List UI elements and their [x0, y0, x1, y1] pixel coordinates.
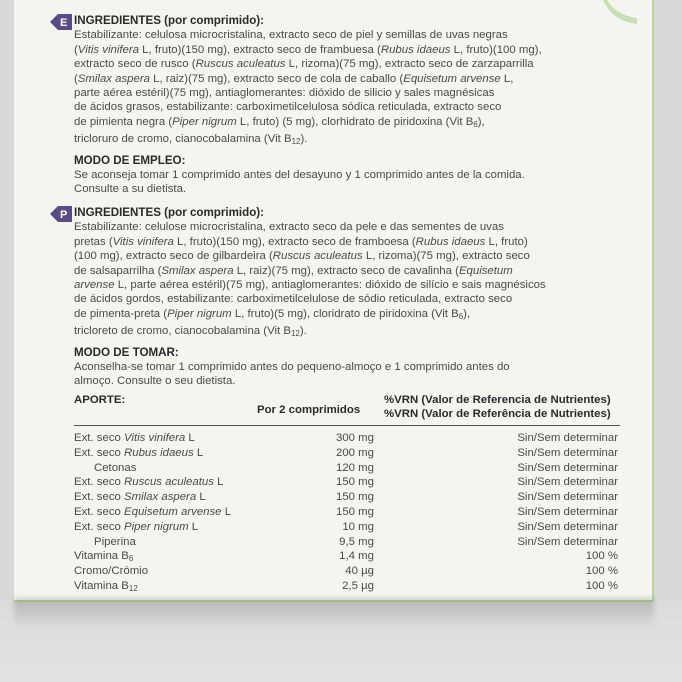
nutrition-rows: [74, 431, 620, 594]
pt-ingredients-text: [74, 220, 634, 341]
text-line: de ácidos gordos, estabilizante: carboximetilcelulose de sódio reticulada, extracto seco: [74, 293, 513, 306]
nutrient-quantity: 150 mg: [336, 505, 374, 518]
text-line: (Smilax aspera L, raiz)(75 mg), extracto seco de cola de caballo (Equisetum arvense L,: [74, 72, 514, 85]
text-line: (Vitis vinifera L, fruto)(150 mg), extracto seco de frambuesa (Rubus idaeus L, fruto)(100 mg),: [74, 43, 542, 56]
header-vrn-pt: %VRN (Valor de Referência de Nutrientes): [384, 408, 611, 421]
latin-name: Smilax aspera: [77, 72, 150, 85]
nutrient-vrn: Sin/Sem determinar: [517, 446, 618, 459]
latin-name: Vitis vinifera: [124, 432, 186, 444]
latin-name: Piper nigrum: [124, 520, 189, 533]
nutrition-row: [74, 461, 620, 476]
latin-name: Smilax aspera: [161, 264, 234, 277]
nutrient-quantity: 120 mg: [336, 461, 374, 474]
nutrition-row: [74, 505, 620, 520]
nutrient-quantity: 150 mg: [336, 476, 374, 489]
subscript: 12: [128, 583, 138, 593]
es-ingredients-title: INGREDIENTES (por comprimido):: [74, 14, 265, 27]
section-es: [74, 14, 634, 197]
nutrition-row: [74, 446, 620, 461]
nutrition-row: [74, 490, 620, 505]
subscript: 6: [128, 554, 134, 564]
nutrition-row: [74, 431, 620, 446]
nutrient-vrn: Sin/Sem determinar: [517, 476, 618, 489]
latin-name: Smilax aspera: [124, 491, 197, 504]
nutrient-quantity: 300 mg: [336, 432, 374, 444]
subscript: 12: [291, 137, 301, 147]
nutrient-name: Cromo/Crómio: [74, 565, 149, 578]
badge-letter: P: [60, 209, 68, 221]
pt-usage-text: [74, 360, 634, 389]
text-line: de salsaparrilha (Smilax aspera L, raiz)(75 mg), extracto seco de cavalinha (Equisetum: [74, 264, 513, 277]
nutrient-name: Cetonas: [94, 461, 137, 474]
nutrient-name: Ext. seco Piper nigrum L: [74, 520, 199, 533]
nutrient-name: Ext. seco Ruscus aculeatus L: [74, 476, 224, 489]
header-vrn-es: %VRN (Valor de Referencia de Nutrientes): [384, 394, 611, 406]
nutrient-quantity: 150 mg: [336, 491, 374, 504]
nutrient-vrn: Sin/Sem determinar: [517, 491, 618, 504]
nutrition-row: [74, 579, 620, 594]
nutrient-vrn: Sin/Sem determinar: [517, 535, 618, 548]
text-line: Estabilizante: celulosa microcristalina, extracto seco de piel y semillas de uvas negras: [74, 29, 508, 42]
text-line: tricloruro de cromo, cianocobalamina (Vit $B_{12}$).: [74, 133, 308, 147]
es-usage-text: [74, 168, 634, 197]
latin-name: Rubus idaeus: [415, 235, 486, 248]
nutrient-name: Ext. seco Smilax aspera L: [74, 491, 206, 504]
nutrient-name: Vitamina $B_{12}$: [74, 579, 138, 593]
text-line: pretas (Vitis vinifera L, fruto)(150 mg), extracto seco de framboesa (Rubus idaeus L, fruto): [74, 235, 528, 248]
latin-name: Ruscus aculeatus: [272, 250, 363, 263]
nutrient-vrn: Sin/Sem determinar: [517, 432, 618, 444]
nutrition-header: [74, 393, 620, 425]
text-line: arvense L, parte aérea estéril)(75 mg), antiaglomerantes: dióxido de silício e sais magnésicos: [74, 279, 546, 292]
nutrient-quantity: 10 mg: [342, 520, 374, 533]
nutrition-row: [74, 549, 620, 564]
header-aporte: APORTE:: [74, 394, 126, 406]
latin-name: Piper nigrum: [167, 307, 232, 320]
nutrient-vrn: 100 %: [585, 579, 618, 592]
text-line: Aconselha-se tomar 1 comprimido antes do pequeno-almoço e 1 comprimido antes do: [74, 361, 510, 374]
latin-name: Equisetum: [458, 264, 513, 277]
latin-name: Rubus idaeus: [380, 43, 451, 56]
text-line: almoço. Consulte o seu dietista.: [74, 375, 236, 388]
text-line: parte aérea estéril)(75 mg), antiaglomerantes: dióxido de silicio y sales magnésicas: [74, 87, 495, 100]
nutrient-quantity: 1,4 mg: [339, 550, 374, 563]
text-line: extracto seco de rusco (Ruscus aculeatus L, rizoma)(75 mg), extracto seco de zarzaparrilla: [74, 58, 534, 71]
panel-shadow: [14, 598, 654, 628]
text-line: Consulte a su dietista.: [74, 183, 187, 196]
es-usage-title: MODO DE EMPLEO:: [74, 153, 186, 167]
nutrient-quantity: 2,5 µg: [342, 579, 374, 592]
text-line: de pimienta negra (Piper nigrum L, fruto) (5 mg), clorhidrato de piridoxina (Vit $B_6$),: [74, 115, 485, 129]
header-per-2: Por 2 comprimidos: [257, 404, 361, 416]
text-line: tricloreto de cromo, cianocobalamina (Vit $B_{12}$).: [74, 325, 307, 339]
latin-name: arvense: [74, 279, 115, 292]
nutrient-vrn: Sin/Sem determinar: [517, 505, 618, 518]
pt-usage-title: MODO DE TOMAR:: [74, 345, 179, 359]
latin-name: Equisetum arvense: [124, 505, 222, 518]
text-line: (100 mg), extracto seco de gilbardeira (Ruscus aculeatus L, rizoma)(75 mg), extracto seco: [74, 250, 530, 263]
text-line: de pimenta-preta (Piper nigrum L, fruto)(5 mg), cloridrato de piridoxina (Vit $B_6$),: [74, 307, 471, 321]
subscript: 6: [473, 119, 478, 129]
nutrient-name: Ext. seco Rubus idaeus L: [74, 446, 204, 459]
latin-name: Equisetum arvense: [403, 72, 501, 85]
badge-letter: E: [60, 17, 68, 29]
language-badge-pt-icon: [50, 206, 72, 222]
nutrient-name: Ext. seco Vitis vinifera L: [74, 432, 195, 444]
text-line: de ácidos grasos, estabilizante: carboximetilcelulosa sódica reticulada, extracto seco: [74, 101, 502, 114]
subscript: 6: [458, 311, 464, 321]
latin-name: Ruscus aculeatus: [195, 58, 286, 71]
nutrient-quantity: 40 µg: [345, 565, 374, 578]
pt-ingredients-title: INGREDIENTES (por comprimido):: [74, 206, 265, 219]
nutrient-name: Ext. seco Equisetum arvense L: [74, 505, 232, 518]
nutrient-vrn: 100 %: [585, 565, 618, 578]
nutrition-table: [74, 393, 620, 593]
header-vrn: [384, 393, 618, 422]
latin-name: Ruscus aculeatus: [124, 476, 214, 489]
section-pt: [74, 206, 634, 389]
es-ingredients-text: [74, 28, 634, 149]
nutrient-name: Piperina: [94, 535, 136, 548]
nutrition-row: [74, 564, 620, 579]
nutrient-vrn: Sin/Sem determinar: [517, 461, 618, 474]
text-line: Se aconseja tomar 1 comprimido antes del desayuno y 1 comprimido antes de la comida.: [74, 169, 525, 182]
latin-name: Vitis vinifera: [112, 235, 174, 248]
header-rule: [74, 425, 620, 426]
nutrient-vrn: 100 %: [585, 550, 618, 563]
nutrition-row: [74, 475, 620, 490]
language-badge-es-icon: [50, 14, 72, 30]
nutrient-quantity: 9,5 mg: [339, 535, 374, 548]
nutrition-row: [74, 535, 620, 550]
text-line: Estabilizante: celulose microcristalina, extracto seco da pele e das sementes de uvas: [74, 221, 504, 234]
subscript: 12: [290, 329, 300, 339]
latin-name: Piper nigrum: [172, 115, 237, 128]
latin-name: Vitis vinifera: [77, 43, 139, 56]
nutrition-row: [74, 520, 620, 535]
nutrient-vrn: Sin/Sem determinar: [517, 520, 618, 533]
latin-name: Rubus idaeus: [124, 446, 194, 459]
nutrient-name: Vitamina $B_6$: [74, 550, 134, 564]
nutrient-quantity: 200 mg: [336, 446, 374, 459]
